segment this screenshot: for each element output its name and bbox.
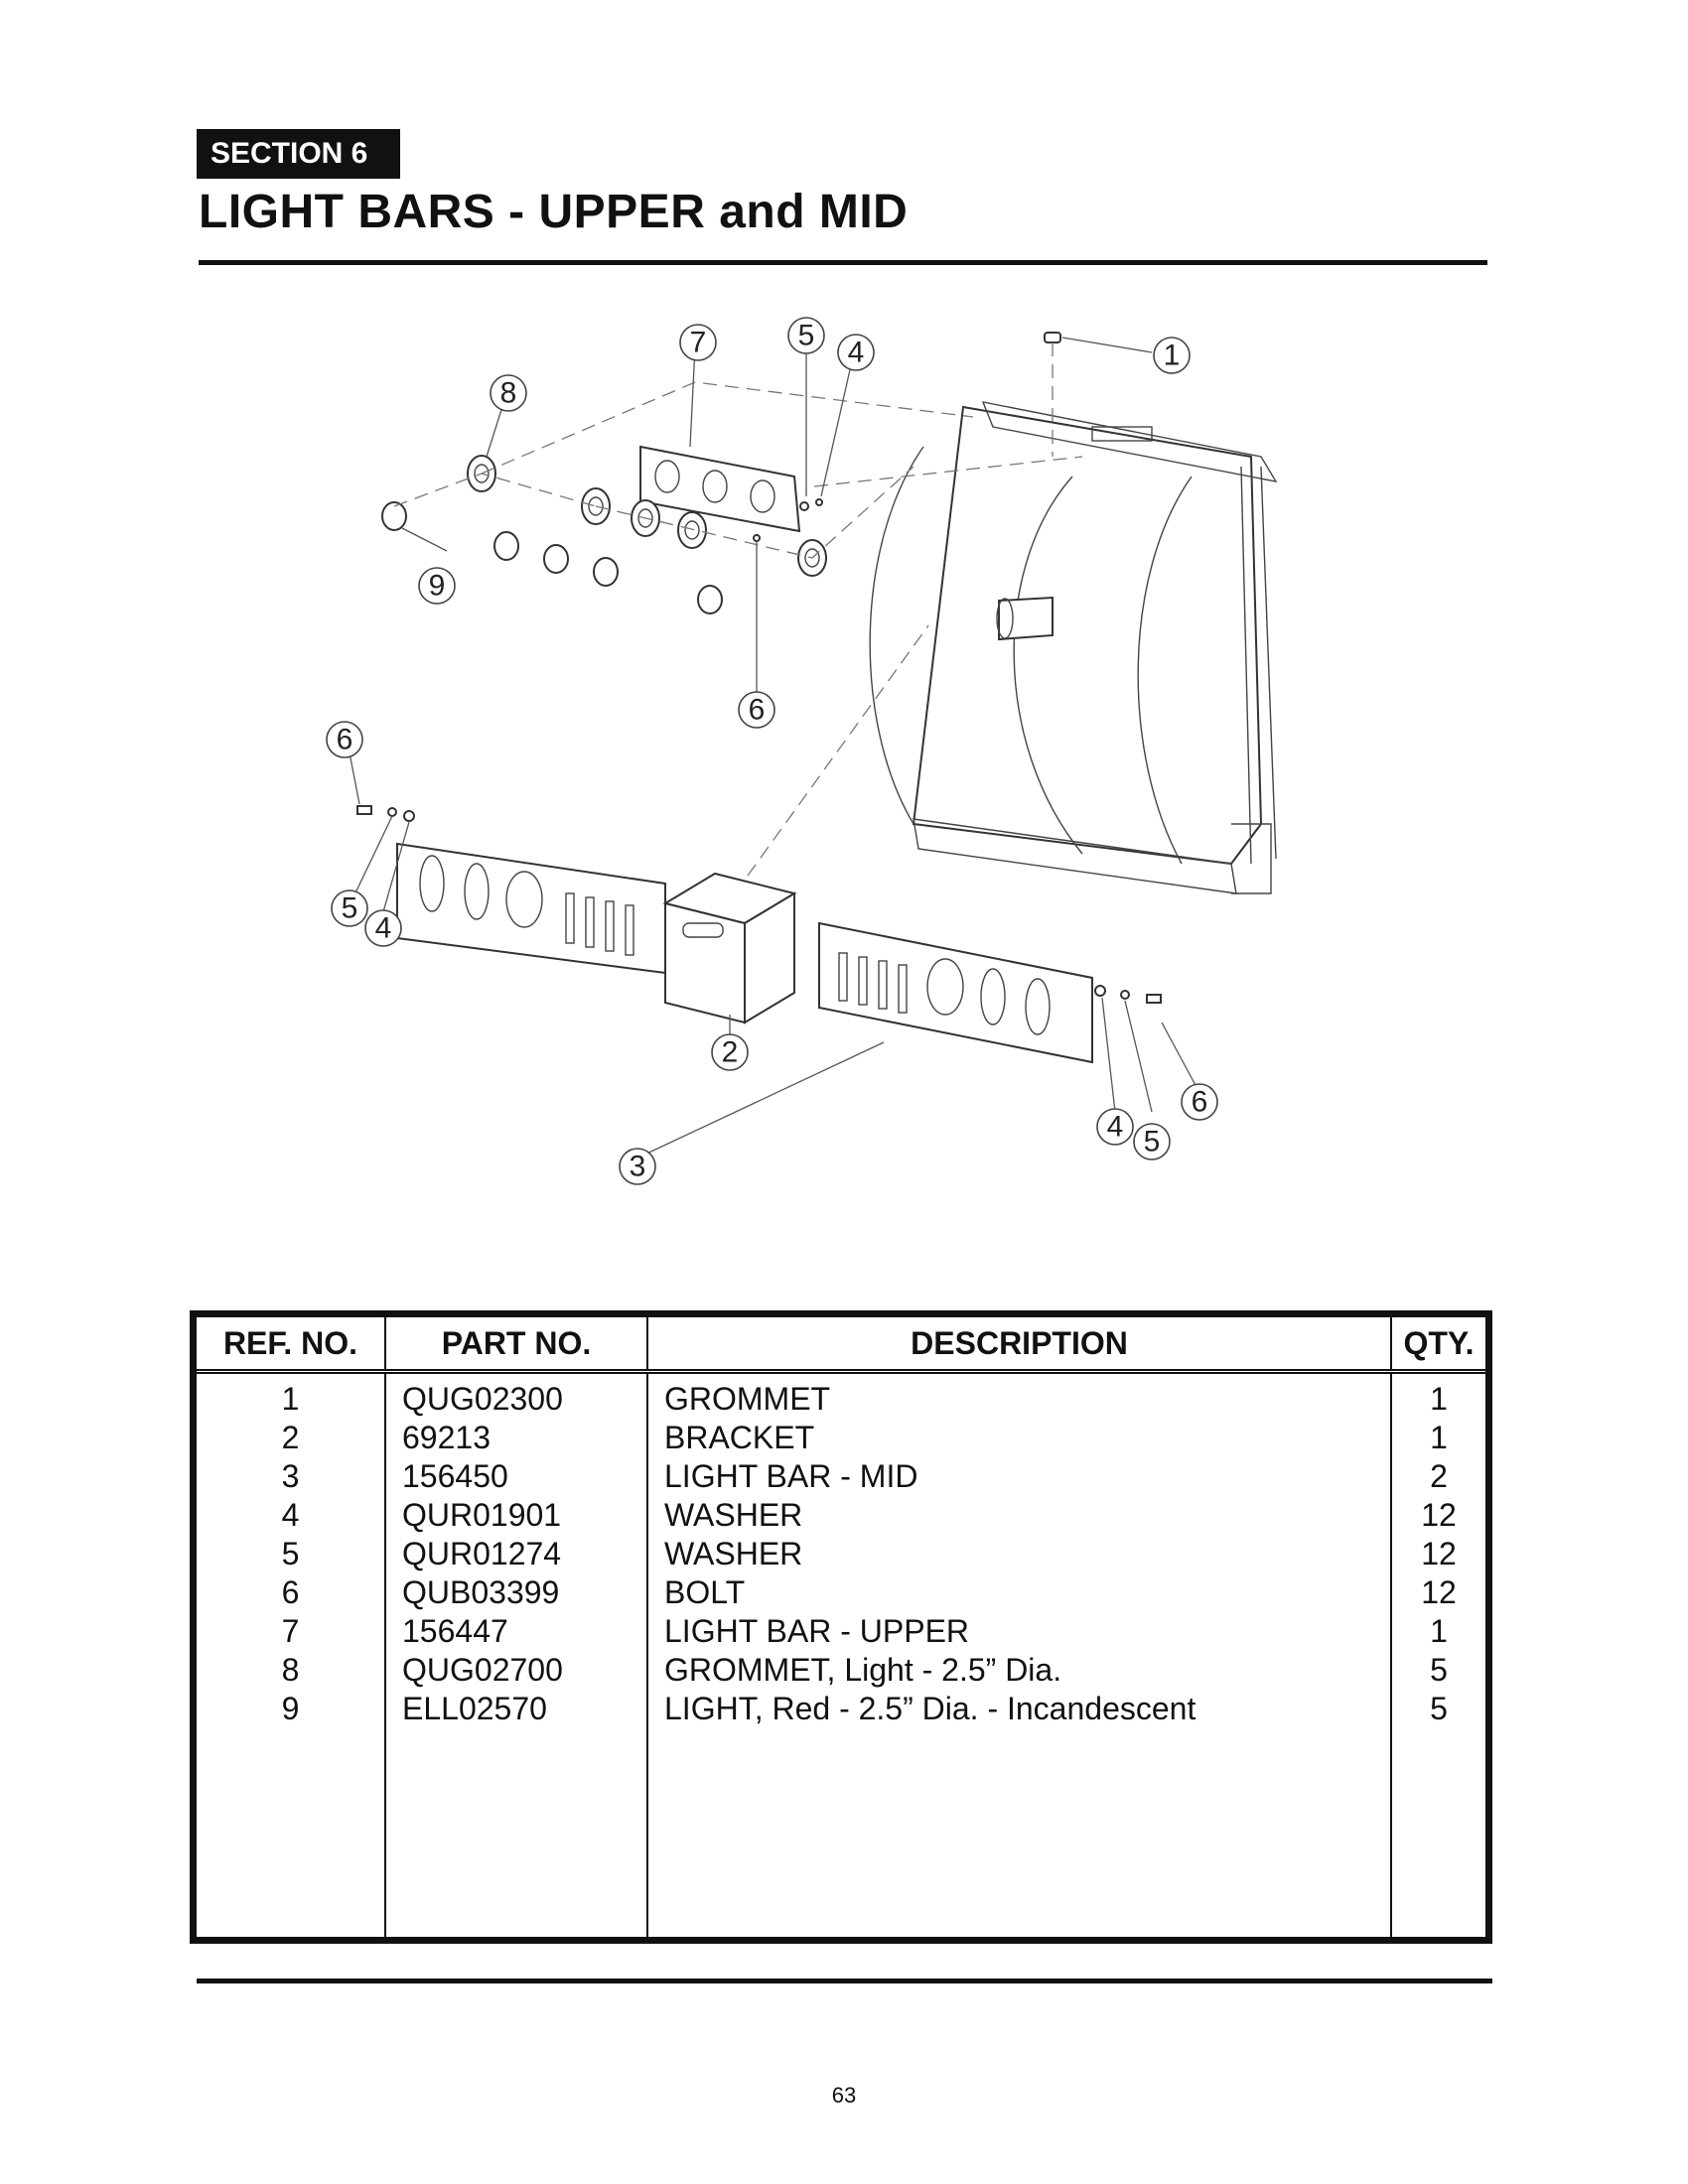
- table-cell: 5: [1430, 1691, 1448, 1726]
- svg-text:6: 6: [1191, 1085, 1208, 1119]
- svg-text:5: 5: [341, 891, 358, 925]
- section-badge: SECTION 6: [197, 129, 400, 179]
- callout-4-left: [365, 910, 401, 946]
- table-cell: 1: [1430, 1420, 1448, 1455]
- svg-text:4: 4: [1106, 1110, 1124, 1144]
- header-ref-no: REF. NO.: [197, 1317, 385, 1372]
- table-cell: 2: [281, 1420, 300, 1455]
- table-cell: QUB03399: [402, 1574, 560, 1610]
- page-number: 63: [831, 2083, 857, 2108]
- table-cell: GROMMET: [664, 1381, 831, 1417]
- table-cell: QUR01901: [402, 1497, 562, 1533]
- svg-text:7: 7: [689, 326, 707, 359]
- svg-text:4: 4: [374, 911, 392, 945]
- table-cell: 69213: [402, 1420, 491, 1455]
- table-cell: 4: [281, 1497, 300, 1533]
- callout-2: [712, 1034, 748, 1070]
- mid-light-bar-right: [819, 923, 1092, 1062]
- table-cell: 5: [281, 1536, 300, 1571]
- table-cell: WASHER: [664, 1497, 803, 1533]
- table-cell: 156447: [402, 1613, 508, 1649]
- table-cell: 2: [1430, 1458, 1448, 1494]
- table-cell: LIGHT, Red - 2.5” Dia. - Incandescent: [664, 1691, 1196, 1726]
- description-column: [647, 1372, 1391, 1938]
- upper-light-bar: [640, 447, 799, 531]
- callout-1: [1154, 338, 1190, 373]
- table-cell: 8: [281, 1652, 300, 1688]
- callout-9: [419, 568, 455, 604]
- table-cell: QUG02300: [402, 1381, 563, 1417]
- exploded-parts-diagram: [298, 308, 1291, 1201]
- table-cell: BOLT: [664, 1574, 746, 1610]
- callout-5-right: [1134, 1124, 1170, 1160]
- table-cell: 156450: [402, 1458, 508, 1494]
- svg-text:9: 9: [428, 569, 446, 603]
- svg-text:6: 6: [748, 693, 766, 727]
- table-cell: 1: [1430, 1613, 1448, 1649]
- table-cell: BRACKET: [664, 1420, 815, 1455]
- table-cell: 7: [281, 1613, 300, 1649]
- page-title: LIGHT BARS - UPPER and MID: [199, 186, 909, 238]
- table-header-row: [197, 1317, 1485, 1372]
- svg-text:8: 8: [499, 376, 517, 410]
- table-cell: 12: [1421, 1574, 1457, 1610]
- svg-text:6: 6: [336, 723, 353, 756]
- parts-table: [190, 1310, 1492, 1944]
- table-cell: 6: [281, 1574, 300, 1610]
- title-rule: [199, 260, 1487, 265]
- table-cell: 12: [1421, 1497, 1457, 1533]
- svg-text:2: 2: [721, 1035, 739, 1069]
- table-cell: 3: [281, 1458, 300, 1494]
- svg-text:1: 1: [1163, 339, 1181, 372]
- svg-text:5: 5: [797, 319, 815, 352]
- callout-6-right: [1182, 1084, 1217, 1120]
- table-cell: LIGHT BAR - UPPER: [664, 1613, 970, 1649]
- bottom-rule: [197, 1979, 1492, 1983]
- svg-text:5: 5: [1143, 1125, 1161, 1159]
- cab-housing: [870, 402, 1276, 893]
- callout-5-left: [332, 890, 367, 926]
- mid-light-bar-left: [397, 844, 665, 973]
- callout-8: [491, 375, 526, 411]
- callout-4: [838, 335, 874, 370]
- table-cell: 12: [1421, 1536, 1457, 1571]
- table-cell: QUR01274: [402, 1536, 562, 1571]
- table-cell: 1: [1430, 1381, 1448, 1417]
- callout-7: [680, 325, 716, 360]
- table-cell: 9: [281, 1691, 300, 1726]
- callout-6-upper: [739, 692, 774, 728]
- table-cell: LIGHT BAR - MID: [664, 1458, 918, 1494]
- callout-5: [788, 318, 824, 353]
- callout-4-right: [1097, 1109, 1133, 1145]
- center-bracket: [665, 874, 794, 1023]
- ref-column: [197, 1372, 385, 1938]
- callout-6-left: [327, 722, 362, 757]
- table-body-row: [197, 1372, 1485, 1938]
- table-cell: 1: [281, 1381, 300, 1417]
- header-part-no: PART NO.: [385, 1317, 647, 1372]
- callout-3: [620, 1149, 655, 1184]
- table-cell: GROMMET, Light - 2.5” Dia.: [664, 1652, 1062, 1688]
- qty-column: [1391, 1372, 1485, 1938]
- table-cell: QUG02700: [402, 1652, 563, 1688]
- svg-text:4: 4: [847, 336, 865, 369]
- header-qty: QTY.: [1391, 1317, 1485, 1372]
- part-no-column: [385, 1372, 647, 1938]
- table-cell: 5: [1430, 1652, 1448, 1688]
- header-description: DESCRIPTION: [647, 1317, 1391, 1372]
- svg-text:3: 3: [629, 1150, 646, 1183]
- table-cell: ELL02570: [402, 1691, 547, 1726]
- table-cell: WASHER: [664, 1536, 803, 1571]
